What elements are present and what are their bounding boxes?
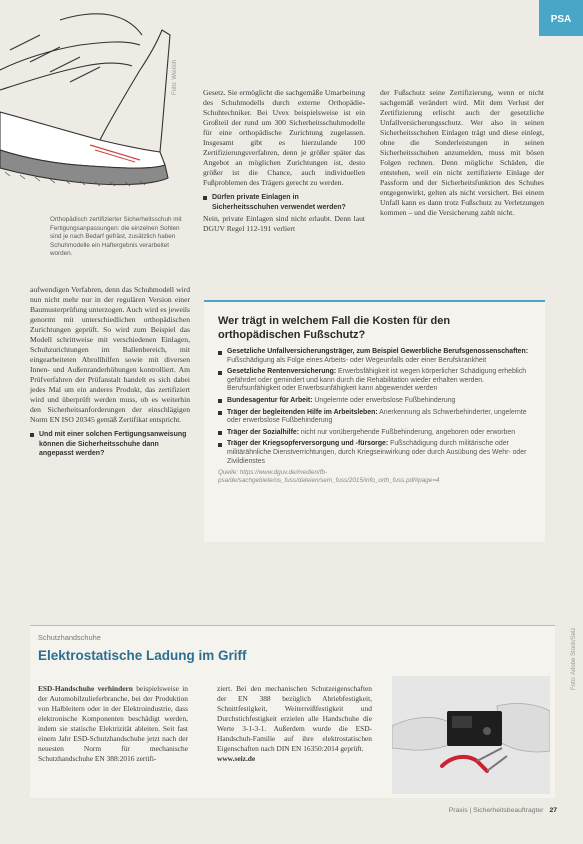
shoe-line-illustration (0, 0, 185, 210)
source-note: Quelle: https://www.dguv.de/medien/fb-psa/de/sachgebiete/os_fuss/dateien/sem_fuss/2015/info_orth_fuss.pdf#page=4 (218, 469, 440, 485)
item-label: Träger der Sozialhilfe: (227, 428, 299, 436)
paragraph: aufwendigen Verfahren, denn das Schuhmodell wird nun nicht mehr nur in der regulären Version einer Baumusterprüfung unterzogen. Auch wird es jeweils genormt mit unterschiedlichen orthopädischen Zurichtungen geprüft. So wird zum Beispiel das Modell schrittweise mit verschiedenen Einlagen, Schuhzurichtungen im Ballenbereich, mit eingearbeiteten Abrollhilfen sowie mit diversen Innen- und Außenranderhöhungen kontrolliert. Am Prüfverfahren der Prüfanstalt handelt es sich dabei jedes Mal um ein anderes Produkt, das zertifiziert wird und überprüft werden muss, ob es weiterhin den Sicherheitsanforderungen der einschlägigen Norm EN ISO 20345 gemäß Zertifikat entspricht. (30, 285, 190, 424)
page-number: 27 (549, 807, 557, 814)
section-kicker: Schutzhandschuhe (38, 633, 101, 642)
page-footer (449, 807, 557, 814)
item-label: Bundesagentur für Arbeit: (227, 396, 313, 404)
body-text: ziert. Bei den mechanischen Schutzeigenschaften der EN 388 bezüglich Abriebfestigkeit, Schnittfestigkeit, Weiterreißfestigkeit und Durchstichfestigkeit erzielen alle Handschuhe die Werte 3-1-3-1. Außerdem wurde die ESD-Handschuh-Familie auf ihre elektrostatischen Eigenschaften nach DIN EN 16350:2014 geprüft. (217, 684, 372, 753)
lead-text: ESD-Handschuhe verhindern (38, 684, 133, 693)
glove-column-1 (38, 684, 188, 764)
section-tab: PSA (539, 0, 583, 36)
image-caption: Orthopädisch zertifizierter Sicherheitsschuh mit Fertigungsanpassungen: die einzelnen Sohlen sind je nach Bedarf gefräst, zusätzlich haben Schuhmodelle ein Haftergebnis verarbeitet worden. (50, 216, 182, 258)
question-heading: Und mit einer solchen Fertigungsanweisung können die Sicherheitsschuhe dann angepasst werden? (30, 430, 190, 459)
esd-gloves-photo (392, 676, 550, 794)
website-link[interactable]: www.seiz.de (217, 754, 256, 763)
item-text: Fußschädigung durch militärische oder militärähnliche Dienstverrichtungen, durch Kriegseinwirkung oder durch Ausübung des Wehr- oder Zivildienstes (227, 440, 527, 465)
item-text: Anerkennung als Schwerbehinderter, ungelernte oder erwerbslose Fußbehinderung (227, 408, 527, 425)
body-text: beispielsweise in der Automobilzulieferbranche, bei der Produktion von Halbleitern oder in der Elektroindustrie, dass elektronische Komponenten beschädigt werden, indem sie statische Elektrizität ableiten. Seit fast einem Jahr ESD-Schutzhandschuhe jetzt nach der neuesten Norm für mechanische Schutzhandschuhe EN 388:2016 zertifi- (38, 684, 188, 763)
item-label: Gesetzliche Rentenversicherung: (227, 368, 337, 376)
photo-credit: Foto: Adobe Stock/Seiz (571, 627, 577, 690)
paragraph: Nein, private Einlagen sind nicht erlaubt. Denn laut DGUV Regel 112-191 verliert (203, 214, 365, 233)
glove-box-title: Elektrostatische Ladung im Griff (38, 648, 247, 663)
glove-column-2 (217, 684, 372, 764)
list-item (218, 440, 533, 466)
item-text: Erwerbsfähigkeit ist wegen körperlicher Schädigung erheblich gefährdet oder gemindert und kann durch die Rehabilitation wieder erhalten werden. Berufsunfähigkeit oder Erwerbsunfähigkeit kann abgewendet werden (227, 368, 527, 393)
list-item (218, 397, 533, 406)
paragraph: der Fußschutz seine Zertifizierung, wenn er nicht sachgemäß verändert wird. Mit dem Verlust der Zertifizierung erlischt auch der gesetzliche Unfallversicherungsschutz. Wer also in seinen Sicherheitsschuhen Einlagen trägt und diese einlegt, ohne die Sonderleistungen in seinen Sicherheitsschuhen anzumelden, muss mit bösen Folgen rechnen. Denn mögliche Schäden, die entstehen, weil ein nicht zertifizierte Einlage der Passform und der Sicherheitsfunktion des Schuhes entgegenwirkt, gelten als nicht versichert. Bei einem Unfall kann es dann trotz Fußschutz zu Verletzungen kommen – und die Versicherung zahlt nicht. (380, 88, 544, 217)
paragraph: Gesetz. Sie ermöglicht die sachgemäße Umarbeitung des Schuhmodells durch externe Orthopädie-Schuhtechniker. Bei Uvex beispielsweise ist ein Großteil der rund um 300 Sicherheitsschuhmodelle für eine orthopädische Zurichtung zugelassen. Insgesamt gibt es hierzulande 100 Zertifizierungsverfahren, denn je größer später das Angebot an möglichen Zurichtungen ist, desto größer ist die Chance, auch individuellen Fußproblemen des Trägers gerecht zu werden. (203, 88, 365, 187)
question-heading: Dürfen private Einlagen in Sicherheitsschuhen verwendet werden? (203, 193, 365, 212)
item-label: Träger der begleitenden Hilfe im Arbeitsleben: (227, 408, 378, 416)
item-text: nicht nur vorübergehende Fußbehinderung, angeboren oder erworben (299, 428, 516, 436)
item-label: Träger der Kriegsopferversorgung und -fürsorge: (227, 440, 389, 448)
photo-credit: Foto: Weirich (172, 59, 178, 95)
list-item (218, 368, 533, 394)
info-box-title: Wer trägt in welchem Fall die Kosten für den orthopädischen Fußschutz? (218, 315, 451, 341)
cost-info-box (204, 300, 545, 542)
item-label: Gesetzliche Unfallversicherungsträger, zum Beispiel Gewerbliche Berufsgenossenschaften: (227, 348, 528, 355)
article-column-middle (203, 88, 365, 234)
list-item (218, 429, 533, 438)
glove-news-box (30, 625, 555, 798)
publication-name: Praxis | Sicherheitsbeauftragter (448, 807, 544, 814)
article-column-right (380, 88, 544, 218)
item-text: Fußschädigung als Folge eines Arbeits- oder Wegeunfalls oder einer Berufskrankheit (227, 356, 487, 364)
list-item (218, 409, 533, 426)
cost-bearer-list (218, 348, 533, 466)
list-item (218, 348, 533, 365)
article-column-left (30, 285, 190, 461)
item-text: Ungelernte oder erwerbslose Fußbehinderung (312, 396, 456, 404)
